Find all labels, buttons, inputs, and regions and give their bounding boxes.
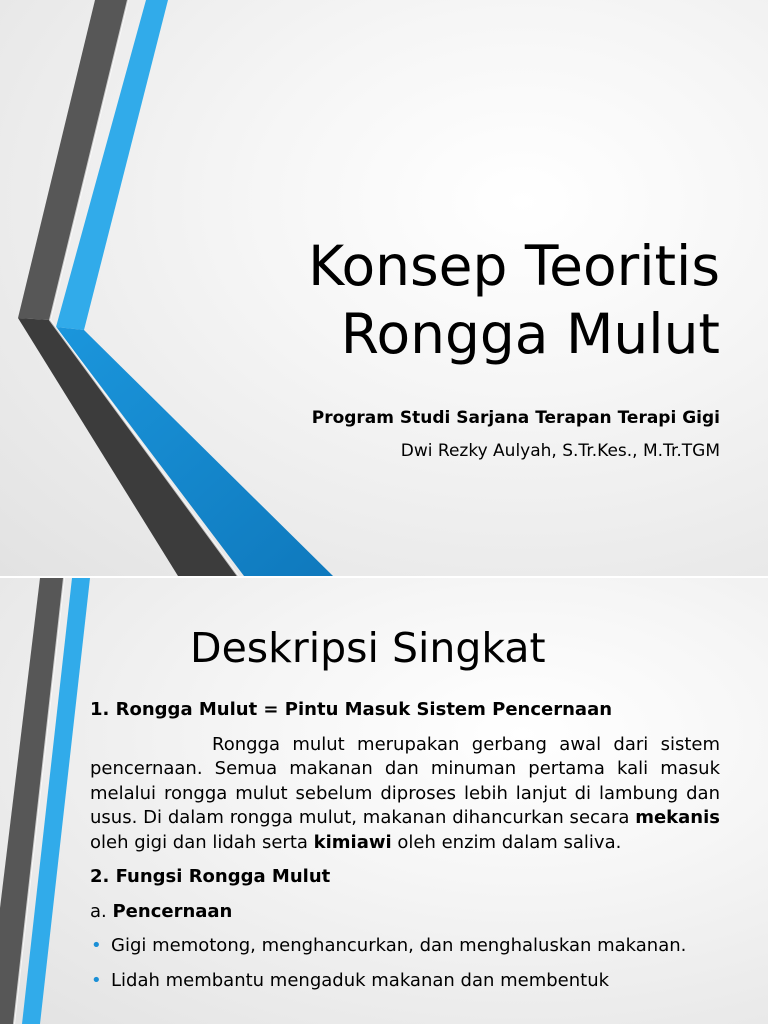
para-text-2: oleh gigi dan lidah serta: [90, 831, 314, 853]
subsection-label: Pencernaan: [112, 900, 233, 922]
list-item: [90, 969, 720, 994]
bullet-list: [90, 934, 720, 993]
author-name: Dwi Rezky Aulyah, S.Tr.Kes., M.Tr.TGM: [400, 441, 720, 461]
para-text-1: Rongga mulut merupakan gerbang awal dari sistem pencernaan. Semua makanan dan minuman pertama kali masuk melalui rongga mulut sebelum diproses lebih lanjut di lambung dan usus. Di dalam rongga mulut, makanan dihancurkan secara: [90, 733, 720, 828]
bullet-text: Gigi memotong, menghancurkan, dan menghaluskan makanan.: [111, 935, 687, 956]
title-line-1: Konsep Teoritis: [308, 234, 720, 298]
title-line-2: Rongga Mulut: [340, 302, 720, 366]
section1-paragraph: [90, 733, 720, 856]
para-bold-kimiawi: kimiawi: [313, 831, 392, 853]
description-slide: [0, 578, 768, 1024]
program-subtitle: Program Studi Sarjana Terapan Terapi Gigi: [311, 408, 720, 428]
section1-heading: 1. Rongga Mulut = Pintu Masuk Sistem Pencernaan: [90, 699, 613, 720]
bullet-icon: •: [91, 969, 102, 991]
subsection-prefix: a.: [90, 900, 113, 922]
list-item: [90, 934, 720, 959]
page-title: [120, 232, 720, 368]
para-bold-mekanis: mekanis: [635, 807, 720, 828]
slide2-content: [90, 698, 720, 1003]
bullet-icon: •: [91, 935, 102, 956]
subsection-a: [90, 900, 720, 925]
slide2-title: Deskripsi Singkat: [190, 624, 546, 672]
para-text-3: oleh enzim dalam saliva.: [391, 831, 622, 853]
section2-heading: 2. Fungsi Rongga Mulut: [90, 866, 331, 887]
bullet-text: Lidah membantu mengaduk makanan dan membentuk: [111, 969, 610, 991]
